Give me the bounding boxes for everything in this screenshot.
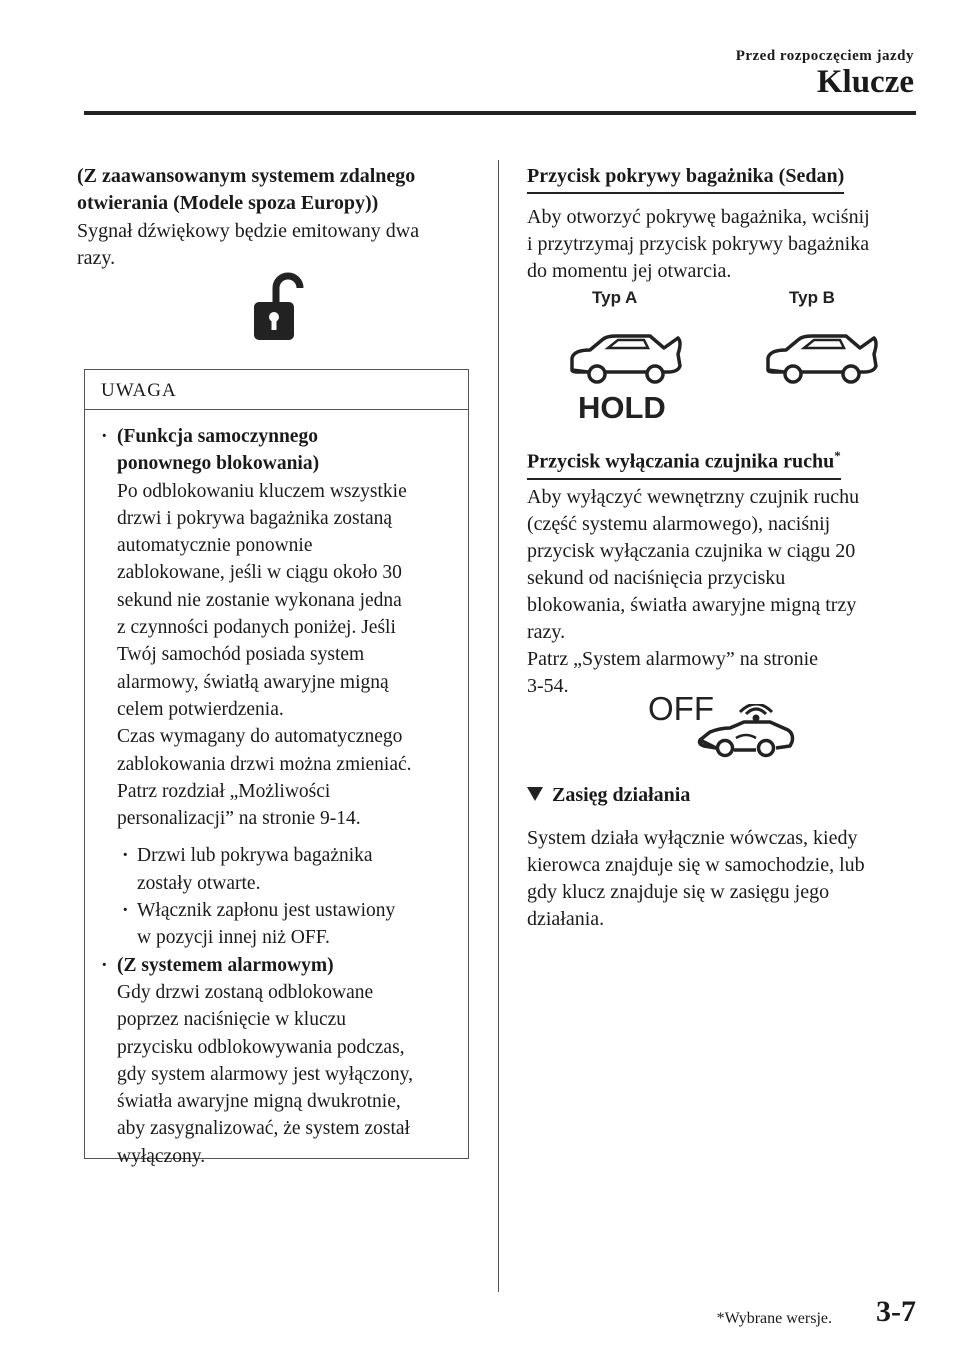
sensor-section-heading: Przycisk wyłączania czujnika ruchu* (527, 442, 921, 480)
section-triangle-icon (527, 787, 543, 801)
left-text: Sygnał dźwiękowy będzie emitowany dwa razy. (77, 220, 420, 269)
sensor-text: Aby wyłączyć wewnętrzny czujnik ruchu (część systemu alarmowego), naciśnij przycisk wyłączania czujnika w ciągu 20 sekund od naciśnięcia przycisku blokowania, światła awaryjne migną trzy razy. Patrz „System alarmowy” na stronie 3-54. (527, 486, 860, 697)
car-trunk-open-icon (764, 332, 880, 388)
note-box (84, 369, 469, 1167)
car-intrusion-sensor-icon (696, 704, 798, 764)
range-heading: Zasięg działania (552, 784, 691, 806)
chapter-title: Przed rozpoczęciem jazdy (735, 48, 914, 64)
left-heading: (Z zaawansowanym systemem zdalnego otwierania (Modele spoza Europy)) (77, 165, 416, 214)
hold-label: HOLD (578, 390, 666, 425)
footer-note: *Wybrane wersje. (716, 1310, 832, 1327)
car-trunk-open-icon (568, 332, 684, 388)
trunk-section-heading: Przycisk pokrywy bagażnika (Sedan) (527, 163, 921, 194)
off-label: OFF (648, 690, 714, 727)
note-body (97, 423, 462, 1170)
header-rule (84, 111, 916, 115)
unlock-padlock-icon (254, 272, 306, 342)
section-title: Klucze (816, 64, 914, 100)
trunk-text: Aby otworzyć pokrywę bagażnika, wciśnij i przytrzymaj przycisk pokrywy bagażnika do momentu jej otwarcia. (527, 206, 870, 282)
note-subbullet-door: · Drzwi lub pokrywa bagażnika zostały otwarte. (97, 842, 462, 897)
note-bullet-relock: · (Funkcja samoczynnego ponownego blokowania) Po odblokowaniu kluczem wszystkie drzwi i pokrywa bagażnika zostaną automatycznie ponownie zablokowane, jeśli w ciągu około 30 sekund nie zostanie wykonana jedna z czynności podanych poniżej. Jeśli Twój samochód posiada system alarmowy, światłą awaryjne migną celem potwierdzenia. Czas wymagany do automatycznego zablokowania drzwi można zmieniać. Patrz rozdział „Możliwości personalizacji” na stronie 9-14. (97, 423, 462, 832)
note-title: UWAGA (101, 380, 177, 401)
type-a-label: Typ A (592, 288, 638, 307)
note-subbullet-ignition: · Włącznik zapłonu jest ustawiony w pozycji innej niż OFF. (97, 897, 462, 952)
column-divider (498, 160, 499, 1292)
note-title-bar (85, 370, 468, 410)
range-text: System działa wyłącznie wówczas, kiedy kierowca znajduje się w samochodzie, lub gdy klucz znajduje się w zasięgu jego działania. (527, 827, 865, 930)
page-number: 3-7 (876, 1295, 916, 1328)
type-b-label: Typ B (789, 288, 835, 307)
note-bullet-alarm: · (Z systemem alarmowym) Gdy drzwi zostaną odblokowane poprzez naciśnięcie w kluczu przycisku odblokowywania podczas, gdy system alarmowy jest wyłączony, światła awaryjne migną dwukrotnie, aby zasygnalizować, że system został wyłączony. (97, 952, 462, 1170)
